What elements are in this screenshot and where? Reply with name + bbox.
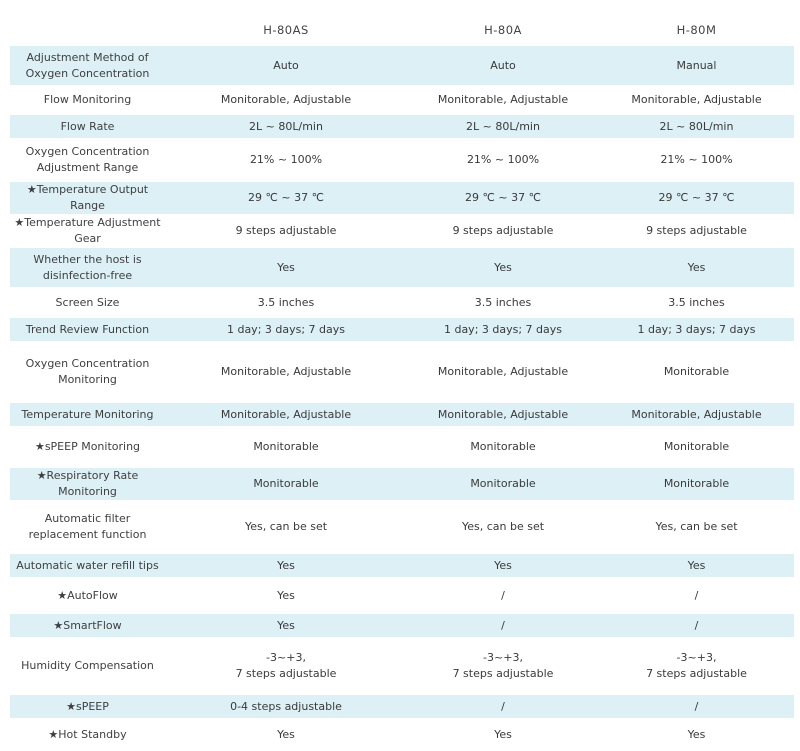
cell-h80m: -3~+3, 7 steps adjustable — [599, 638, 794, 695]
table-row — [10, 403, 794, 427]
row-label: ★sPEEP — [10, 695, 165, 719]
table-row — [10, 86, 794, 115]
table-row — [10, 468, 794, 501]
table-row — [10, 342, 794, 403]
table-row — [10, 578, 794, 614]
row-label: ★Hot Standby — [10, 719, 165, 751]
cell-h80a: 21% ~ 100% — [407, 139, 599, 182]
table-row — [10, 139, 794, 182]
row-label: Automatic filter replacement function — [10, 501, 165, 554]
cell-h80as: Monitorable — [165, 468, 407, 501]
row-label: ★AutoFlow — [10, 578, 165, 614]
row-label: Flow Monitoring — [10, 86, 165, 115]
table-row — [10, 638, 794, 695]
cell-h80a: 29 ℃ ~ 37 ℃ — [407, 182, 599, 215]
table-row — [10, 182, 794, 215]
cell-h80a: Monitorable — [407, 427, 599, 468]
cell-h80as: 2L ~ 80L/min — [165, 115, 407, 139]
row-label: Screen Size — [10, 288, 165, 318]
cell-h80m: / — [599, 578, 794, 614]
table-header — [10, 14, 794, 46]
cell-h80as: 29 ℃ ~ 37 ℃ — [165, 182, 407, 215]
row-label: ★sPEEP Monitoring — [10, 427, 165, 468]
row-label: ★Temperature Output Range — [10, 182, 165, 215]
cell-h80a: Monitorable, Adjustable — [407, 403, 599, 427]
cell-h80m: 21% ~ 100% — [599, 139, 794, 182]
cell-h80a: -3~+3, 7 steps adjustable — [407, 638, 599, 695]
cell-h80a: Yes, can be set — [407, 501, 599, 554]
cell-h80as: Yes — [165, 614, 407, 638]
cell-h80m: 2L ~ 80L/min — [599, 115, 794, 139]
cell-h80m: Yes — [599, 554, 794, 578]
row-label: ★Respiratory Rate Monitoring — [10, 468, 165, 501]
cell-h80m: Monitorable — [599, 468, 794, 501]
cell-h80a: 3.5 inches — [407, 288, 599, 318]
cell-h80a: Monitorable, Adjustable — [407, 342, 599, 403]
cell-h80a: Yes — [407, 248, 599, 288]
table-row — [10, 614, 794, 638]
row-label: Temperature Monitoring — [10, 403, 165, 427]
cell-h80a: Yes — [407, 554, 599, 578]
table-row — [10, 248, 794, 288]
cell-h80a: / — [407, 614, 599, 638]
table-row — [10, 288, 794, 318]
cell-h80a: Monitorable — [407, 468, 599, 501]
cell-h80m: 1 day; 3 days; 7 days — [599, 318, 794, 342]
table-row — [10, 554, 794, 578]
cell-h80as: Yes — [165, 578, 407, 614]
cell-h80m: / — [599, 614, 794, 638]
table-row — [10, 695, 794, 719]
row-label: Humidity Compensation — [10, 638, 165, 695]
cell-h80m: Monitorable — [599, 427, 794, 468]
cell-h80as: Auto — [165, 46, 407, 86]
table-row — [10, 215, 794, 248]
table-body — [10, 46, 794, 751]
cell-h80as: Yes, can be set — [165, 501, 407, 554]
table-row — [10, 115, 794, 139]
row-label: Adjustment Method of Oxygen Concentration — [10, 46, 165, 86]
cell-h80as: 21% ~ 100% — [165, 139, 407, 182]
cell-h80as: Monitorable, Adjustable — [165, 86, 407, 115]
cell-h80m: Yes — [599, 719, 794, 751]
cell-h80m: 29 ℃ ~ 37 ℃ — [599, 182, 794, 215]
cell-h80m: Yes — [599, 248, 794, 288]
header-empty-cell — [10, 14, 165, 46]
row-label: Whether the host is disinfection-free — [10, 248, 165, 288]
cell-h80m: Manual — [599, 46, 794, 86]
table-row — [10, 46, 794, 86]
cell-h80as: -3~+3, 7 steps adjustable — [165, 638, 407, 695]
cell-h80as: Monitorable, Adjustable — [165, 403, 407, 427]
cell-h80as: 1 day; 3 days; 7 days — [165, 318, 407, 342]
cell-h80m: 9 steps adjustable — [599, 215, 794, 248]
table-row — [10, 719, 794, 751]
cell-h80as: 9 steps adjustable — [165, 215, 407, 248]
cell-h80as: 3.5 inches — [165, 288, 407, 318]
cell-h80m: Monitorable, Adjustable — [599, 403, 794, 427]
cell-h80a: / — [407, 578, 599, 614]
cell-h80m: 3.5 inches — [599, 288, 794, 318]
cell-h80as: Yes — [165, 248, 407, 288]
cell-h80a: 1 day; 3 days; 7 days — [407, 318, 599, 342]
row-label: Oxygen Concentration Adjustment Range — [10, 139, 165, 182]
spec-comparison-table — [10, 14, 794, 751]
cell-h80m: Monitorable, Adjustable — [599, 86, 794, 115]
cell-h80as: Monitorable — [165, 427, 407, 468]
cell-h80a: Yes — [407, 719, 599, 751]
row-label: ★Temperature Adjustment Gear — [10, 215, 165, 248]
cell-h80m: Monitorable — [599, 342, 794, 403]
cell-h80a: Auto — [407, 46, 599, 86]
header-model-h80a: H-80A — [484, 23, 522, 37]
table-row — [10, 427, 794, 468]
cell-h80as: Yes — [165, 719, 407, 751]
table-row — [10, 501, 794, 554]
header-model-h80m: H-80M — [676, 23, 717, 37]
cell-h80a: Monitorable, Adjustable — [407, 86, 599, 115]
table-row — [10, 318, 794, 342]
cell-h80as: Monitorable, Adjustable — [165, 342, 407, 403]
cell-h80as: 0-4 steps adjustable — [165, 695, 407, 719]
row-label: ★SmartFlow — [10, 614, 165, 638]
cell-h80a: 9 steps adjustable — [407, 215, 599, 248]
cell-h80m: Yes, can be set — [599, 501, 794, 554]
row-label: Flow Rate — [10, 115, 165, 139]
row-label: Oxygen Concentration Monitoring — [10, 342, 165, 403]
cell-h80a: / — [407, 695, 599, 719]
row-label: Automatic water refill tips — [10, 554, 165, 578]
cell-h80as: Yes — [165, 554, 407, 578]
cell-h80a: 2L ~ 80L/min — [407, 115, 599, 139]
header-model-h80as: H-80AS — [263, 23, 309, 37]
cell-h80m: / — [599, 695, 794, 719]
row-label: Trend Review Function — [10, 318, 165, 342]
